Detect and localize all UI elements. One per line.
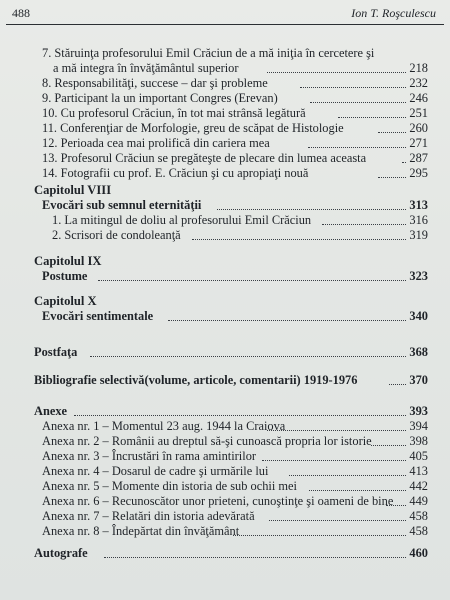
toc-chapter-title xyxy=(42,309,428,324)
toc-bibliografie xyxy=(34,373,428,388)
annex-item-text: Anexa nr. 4 – Dosarul de cadre şi urmările lui xyxy=(42,464,269,478)
toc-postfata xyxy=(34,345,428,360)
toc-item-text: 13. Profesorul Crăciun se pregăteşte de plecare din lumea aceasta xyxy=(42,151,367,165)
annex-item xyxy=(42,419,428,434)
dot-leader xyxy=(192,239,406,240)
dot-leader xyxy=(98,280,406,281)
toc-item-text: 10. Cu profesorul Crăciun, în tot mai strânsă legătură xyxy=(42,106,306,120)
dot-leader xyxy=(386,505,406,506)
dot-leader xyxy=(338,117,406,118)
annex-item-text: Anexa nr. 7 – Relatări din istoria adevărată xyxy=(42,509,255,523)
annex-list xyxy=(34,419,428,539)
dot-leader xyxy=(168,320,406,321)
page-number: 488 xyxy=(12,6,30,20)
annex-item-page: 442 xyxy=(409,479,428,493)
annex-item xyxy=(42,449,428,464)
toc-item-text: Postfaţa xyxy=(34,345,78,359)
toc-item-text: Postume xyxy=(42,269,88,283)
chapter-label: Capitolul X xyxy=(34,294,97,308)
dot-leader xyxy=(378,132,406,133)
toc-item-text: Anexe xyxy=(34,404,68,418)
annex-item xyxy=(42,479,428,494)
toc-item-page: 319 xyxy=(409,228,428,242)
toc-item-page: 232 xyxy=(409,76,428,90)
toc-item-page: 271 xyxy=(409,136,428,150)
toc-item xyxy=(42,46,432,61)
toc-item-text: a mă integra în învăţământul superior xyxy=(53,61,239,75)
dot-leader xyxy=(322,224,406,225)
dot-leader xyxy=(309,490,406,491)
annex-item-text: Anexa nr. 5 – Momente din istoria de sub ochii mei xyxy=(42,479,297,493)
toc-item-text: Autografe xyxy=(34,546,88,560)
toc-item-page: 323 xyxy=(409,269,428,283)
dot-leader xyxy=(74,415,406,416)
toc-anexe xyxy=(34,404,428,539)
toc-item-page: 260 xyxy=(409,121,428,135)
toc-item-text: Evocări sub semnul eternităţii xyxy=(42,198,202,212)
toc-item-text: 8. Responsabilităţi, succese – dar şi probleme xyxy=(42,76,268,90)
toc-item-text: 7. Stăruinţa profesorului Emil Crăciun de a mă iniţia în cercetere şi xyxy=(42,46,375,60)
annex-item-text: Anexa nr. 2 – Românii au dreptul să-şi cunoască propria lor istorie xyxy=(42,434,372,448)
toc-item xyxy=(42,136,428,151)
toc-entry xyxy=(34,546,428,561)
toc-chapter-9 xyxy=(34,254,428,284)
dot-leader xyxy=(267,72,406,73)
running-author: Ion T. Roşculescu xyxy=(351,6,436,20)
toc-item-text: 12. Perioada cea mai prolifică din cariera mea xyxy=(42,136,270,150)
dot-leader xyxy=(371,445,406,446)
annex-item-page: 458 xyxy=(409,509,428,523)
toc-item-text: 1. La mitingul de doliu al profesorului Emil Crăciun xyxy=(52,213,312,227)
toc-chapter-title xyxy=(42,198,428,213)
annex-item-page: 413 xyxy=(409,464,428,478)
toc-item-text: 2. Scrisori de condoleanţă xyxy=(52,228,181,242)
toc-item-page: 246 xyxy=(409,91,428,105)
annex-item-text: Anexa nr. 3 – Încrustări în rama amintirilor xyxy=(42,449,257,463)
annex-item-page: 449 xyxy=(409,494,428,508)
toc-item-text: 14. Fotografii cu prof. E. Crăciun şi cu apropiaţi nouă xyxy=(42,166,309,180)
annex-item-text: Anexa nr. 8 – Îndepărtat din învăţământ xyxy=(42,524,240,538)
chapter-label: Capitolul IX xyxy=(34,254,102,268)
dot-leader xyxy=(300,87,406,88)
toc-item-text: 11. Conferenţiar de Morfologie, greu de scăpat de Histologie xyxy=(42,121,344,135)
annex-item-text: Anexa nr. 6 – Recunoscător unor prieteni, cunoştinţe şi oameni de bine xyxy=(42,494,394,508)
annex-item-page: 405 xyxy=(409,449,428,463)
toc-item-page: 460 xyxy=(409,546,428,560)
dot-leader xyxy=(389,384,406,385)
dot-leader xyxy=(402,162,406,163)
toc-item-page: 313 xyxy=(409,198,428,212)
dot-leader xyxy=(104,557,406,558)
toc-item-page: 370 xyxy=(409,373,428,387)
annex-item xyxy=(42,524,428,539)
toc-entry xyxy=(34,404,428,419)
toc-item xyxy=(52,213,428,228)
page-header xyxy=(6,6,444,25)
annex-item-page: 398 xyxy=(409,434,428,448)
toc-item xyxy=(42,121,428,136)
toc-chapter-8 xyxy=(34,183,428,243)
toc-section-continued xyxy=(0,46,450,181)
toc-item xyxy=(42,151,428,166)
dot-leader xyxy=(378,177,406,178)
toc-item xyxy=(52,228,428,243)
dot-leader xyxy=(310,102,406,103)
annex-item-text: Anexa nr. 1 – Momentul 23 aug. 1944 la Craiova xyxy=(42,419,286,433)
toc-chapter-10 xyxy=(34,294,428,324)
dot-leader xyxy=(217,209,406,210)
toc-item xyxy=(42,76,428,91)
annex-item-page: 394 xyxy=(409,419,428,433)
toc-item xyxy=(53,61,428,76)
toc-item-page: 218 xyxy=(409,61,428,75)
annex-item-page: 458 xyxy=(409,524,428,538)
toc-chapter-title xyxy=(42,269,428,284)
toc-item-text: Bibliografie selectivă(volume, articole, comentarii) 1919-1976 xyxy=(34,373,358,387)
toc-item-page: 340 xyxy=(409,309,428,323)
dot-leader xyxy=(267,430,406,431)
toc-item-page: 393 xyxy=(409,404,428,418)
dot-leader xyxy=(233,535,406,536)
dot-leader xyxy=(289,475,406,476)
toc-item-page: 251 xyxy=(409,106,428,120)
annex-item xyxy=(42,509,428,524)
chapter-label: Capitolul VIII xyxy=(34,183,112,197)
toc-item xyxy=(42,91,428,106)
toc-item xyxy=(42,166,428,181)
toc-entry xyxy=(34,373,428,388)
dot-leader xyxy=(262,460,406,461)
toc-item-page: 368 xyxy=(409,345,428,359)
toc-item-text: Evocări sentimentale xyxy=(42,309,154,323)
dot-leader xyxy=(308,147,406,148)
toc-item-page: 316 xyxy=(409,213,428,227)
toc-entry xyxy=(34,345,428,360)
toc-item-page: 295 xyxy=(409,166,428,180)
dot-leader xyxy=(269,520,406,521)
toc-item xyxy=(42,106,428,121)
annex-item xyxy=(42,434,428,449)
annex-item xyxy=(42,464,428,479)
toc-item-page: 287 xyxy=(409,151,428,165)
toc-item-text: 9. Participant la un important Congres (Erevan) xyxy=(42,91,278,105)
toc-autografe xyxy=(34,546,428,561)
dot-leader xyxy=(90,356,406,357)
annex-item xyxy=(42,494,428,509)
